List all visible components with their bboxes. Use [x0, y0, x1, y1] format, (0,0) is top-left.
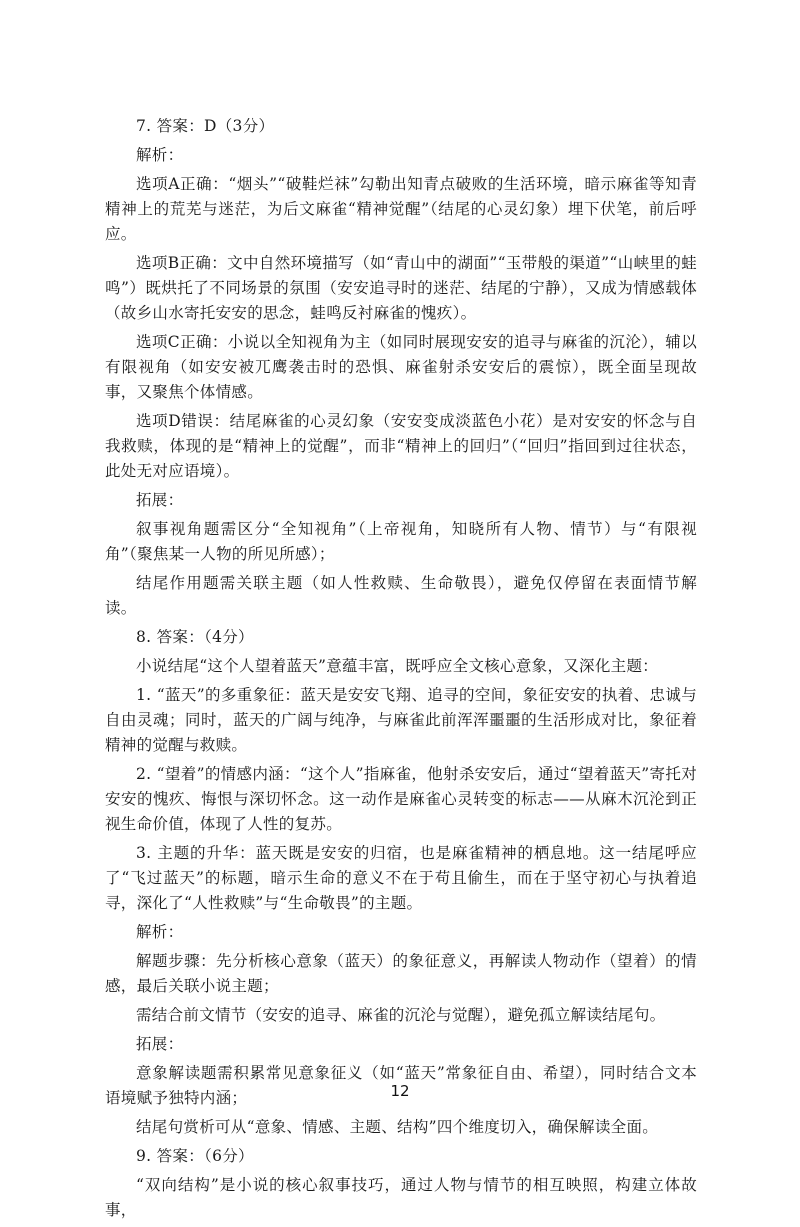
q8-extension-point-2: 结尾句赏析可从“意象、情感、主题、结构”四个维度切入，确保解读全面。	[136, 1118, 659, 1136]
q8-intro: 小说结尾“这个人望着蓝天”意蕴丰富，既呼应全文核心意象，又深化主题：	[136, 657, 659, 675]
q7-option-c: 选项C正确：小说以全知视角为主（如同时展现安安的追寻与麻雀的沉沦），辅以有限视角（如安安被兀鹰袭击时的恐惧、麻雀射杀安安后的震惊），既全面呈现故事，又聚焦个体情感。	[105, 333, 697, 401]
q7-option-b: 选项B正确：文中自然环境描写（如“青山中的湖面”“玉带般的渠道”“山峡里的蛙鸣”）既烘托了不同场景的氛围（安安追寻时的迷茫、结尾的宁静），又成为情感载体（故乡山水寄托安安的思念，蛙鸣反衬麻雀的愧疚）。	[105, 254, 697, 322]
page-number: 12	[390, 1082, 410, 1100]
q7-analysis-heading: 解析：	[136, 146, 184, 164]
q8-answer: 8. 答案：（4分）	[136, 628, 254, 646]
q7-extension-point-2: 结尾作用题需关联主题（如人性救赎、生命敬畏），避免仅停留在表面情节解读。	[105, 574, 697, 617]
document-body	[105, 114, 697, 1227]
q9-answer: 9. 答案：（6分）	[136, 1147, 254, 1165]
q8-extension-heading: 拓展：	[136, 1035, 184, 1053]
q8-analysis-steps: 解题步骤：先分析核心意象（蓝天）的象征意义，再解读人物动作（望着）的情感，最后关联小说主题；	[105, 952, 697, 995]
q8-point-2: 2. “望着”的情感内涵：“这个人”指麻雀，他射杀安安后，通过“望着蓝天”寄托对安安的愧疚、悔恨与深切怀念。这一动作是麻雀心灵转变的标志——从麻木沉沦到正视生命价值，体现了人性的复苏。	[105, 765, 697, 833]
q7-answer: 7. 答案：D（3分）	[136, 117, 275, 135]
q7-extension-heading: 拓展：	[136, 491, 184, 509]
q7-option-d: 选项D错误：结尾麻雀的心灵幻象（安安变成淡蓝色小花）是对安安的怀念与自我救赎，体现的是“精神上的觉醒”，而非“精神上的回归”（“回归”指回到过往状态，此处无对应语境）。	[105, 412, 697, 480]
q8-analysis-heading: 解析：	[136, 923, 184, 941]
q8-point-1: 1. “蓝天”的多重象征：蓝天是安安飞翔、追寻的空间，象征安安的执着、忠诚与自由灵魂；同时，蓝天的广阔与纯净，与麻雀此前浑浑噩噩的生活形成对比，象征着精神的觉醒与救赎。	[105, 686, 697, 754]
q7-option-a: 选项A正确：“烟头”“破鞋烂袜”勾勒出知青点破败的生活环境，暗示麻雀等知青精神上的荒芜与迷茫，为后文麻雀“精神觉醒”（结尾的心灵幻象）埋下伏笔，前后呼应。	[105, 175, 697, 243]
q8-extension-point-1: 意象解读题需积累常见意象征义（如“蓝天”常象征自由、希望），同时结合文本语境赋予独特内涵；	[105, 1064, 697, 1107]
q8-point-3: 3. 主题的升华：蓝天既是安安的归宿，也是麻雀精神的栖息地。这一结尾呼应了“飞过蓝天”的标题，暗示生命的意义不在于苟且偷生，而在于坚守初心与执着追寻，深化了“人性救赎”与“生命敬畏”的主题。	[105, 844, 697, 912]
q8-analysis-note: 需结合前文情节（安安的追寻、麻雀的沉沦与觉醒），避免孤立解读结尾句。	[136, 1006, 666, 1024]
q7-extension-point-1: 叙事视角题需区分“全知视角”（上帝视角，知晓所有人物、情节）与“有限视角”（聚焦某一人物的所见所感）；	[105, 520, 697, 563]
q9-intro: “双向结构”是小说的核心叙事技巧，通过人物与情节的相互映照，构建立体故事，	[105, 1176, 697, 1219]
